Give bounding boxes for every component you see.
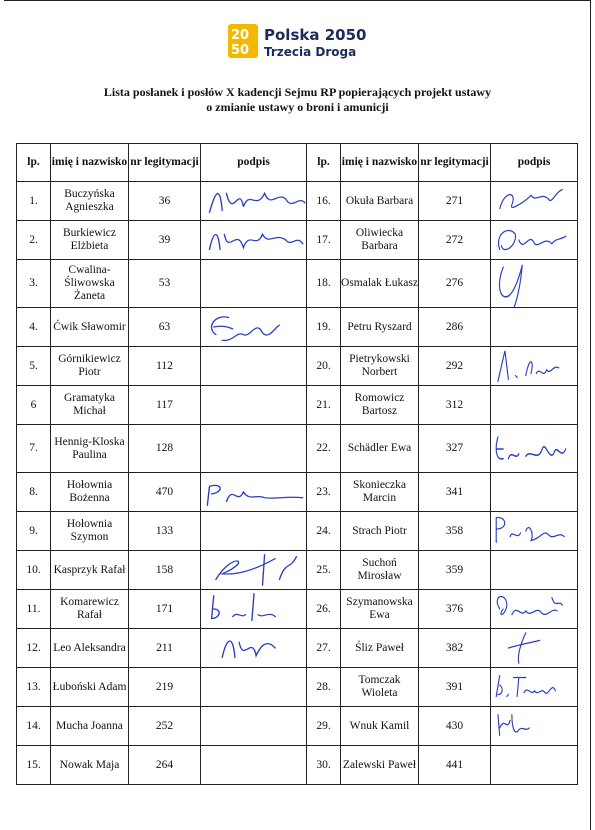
signature-cell: [201, 629, 307, 668]
handwritten-signature: [201, 308, 307, 346]
logo-name: Polska 2050: [264, 26, 367, 44]
id-number: 391: [419, 668, 491, 707]
member-name: Hołownia Bożenna: [51, 473, 129, 512]
signature-cell: [491, 707, 578, 746]
id-number: 63: [129, 308, 201, 347]
table-row: [17, 512, 578, 551]
document-title-line-1: Lista posłanek i posłów X kadencji Sejmu RP popierających projekt ustawy: [103, 85, 492, 99]
page-border-right: [590, 0, 591, 830]
svg-text:20: 20: [231, 28, 250, 43]
page-border-top: [4, 0, 591, 3]
party-logo-icon: [228, 24, 258, 58]
signature-cell: [201, 386, 307, 425]
row-number: 7.: [17, 425, 51, 473]
row-number: 5.: [17, 347, 51, 386]
row-number: 18.: [307, 260, 341, 308]
signature-cell: [491, 425, 578, 473]
handwritten-signature: [491, 221, 578, 259]
id-number: 382: [419, 629, 491, 668]
member-name: Hennig-Kloska Paulina: [51, 425, 129, 473]
row-number: 8.: [17, 473, 51, 512]
id-number: 39: [129, 221, 201, 260]
signature-cell: [491, 473, 578, 512]
table-row: [17, 707, 578, 746]
id-number: 430: [419, 707, 491, 746]
header-lp: lp.: [17, 144, 51, 182]
row-number: 30.: [307, 746, 341, 785]
signature-cell: [201, 473, 307, 512]
signature-cell: [201, 182, 307, 221]
row-number: 29.: [307, 707, 341, 746]
table-row: [17, 308, 578, 347]
row-number: 24.: [307, 512, 341, 551]
member-name: Szymanowska Ewa: [341, 590, 419, 629]
table-row: [17, 425, 578, 473]
row-number: 23.: [307, 473, 341, 512]
member-name: Łuboński Adam: [51, 668, 129, 707]
svg-text:50: 50: [231, 43, 250, 58]
member-name: Zalewski Paweł: [341, 746, 419, 785]
handwritten-signature: [491, 260, 578, 308]
table-row: [17, 473, 578, 512]
header-name: imię i nazwisko: [341, 144, 419, 182]
table-row: [17, 629, 578, 668]
id-number: 158: [129, 551, 201, 590]
party-logo: [228, 24, 378, 64]
handwritten-signature: [491, 347, 578, 385]
document-title: [40, 85, 555, 115]
signature-cell: [201, 590, 307, 629]
member-name: Pietrykowski Norbert: [341, 347, 419, 386]
member-name: Cwalina-Śliwowska Żaneta: [51, 260, 129, 308]
member-name: Skonieczka Marcin: [341, 473, 419, 512]
signature-cell: [201, 668, 307, 707]
id-number: 264: [129, 746, 201, 785]
row-number: 11.: [17, 590, 51, 629]
id-number: 219: [129, 668, 201, 707]
row-number: 12.: [17, 629, 51, 668]
document-title-line-2: o zmianie ustawy o broni i amunicji: [206, 100, 389, 114]
row-number: 19.: [307, 308, 341, 347]
table-row: [17, 386, 578, 425]
handwritten-signature: [491, 707, 578, 745]
signature-cell: [491, 386, 578, 425]
id-number: 272: [419, 221, 491, 260]
member-name: Leo Aleksandra: [51, 629, 129, 668]
id-number: 112: [129, 347, 201, 386]
id-number: 359: [419, 551, 491, 590]
id-number: 133: [129, 512, 201, 551]
table-row: [17, 182, 578, 221]
row-number: 10.: [17, 551, 51, 590]
table-row: [17, 746, 578, 785]
row-number: 3.: [17, 260, 51, 308]
row-number: 21.: [307, 386, 341, 425]
row-number: 9.: [17, 512, 51, 551]
logo-subtitle: Trzecia Droga: [264, 45, 357, 59]
member-name: Oliwiecka Barbara: [341, 221, 419, 260]
member-name: Ćwik Sławomir: [51, 308, 129, 347]
handwritten-signature: [201, 221, 307, 259]
id-number: 441: [419, 746, 491, 785]
row-number: 27.: [307, 629, 341, 668]
id-number: 341: [419, 473, 491, 512]
member-name: Śliz Paweł: [341, 629, 419, 668]
member-name: Nowak Maja: [51, 746, 129, 785]
id-number: 211: [129, 629, 201, 668]
handwritten-signature: [491, 512, 578, 550]
handwritten-signature: [201, 182, 307, 220]
handwritten-signature: [201, 551, 307, 589]
handwritten-signature: [201, 629, 307, 667]
row-number: 13.: [17, 668, 51, 707]
signature-cell: [201, 746, 307, 785]
signature-cell: [491, 746, 578, 785]
header-signature: podpis: [491, 144, 578, 182]
member-name: Górnikiewicz Piotr: [51, 347, 129, 386]
member-name: Kasprzyk Rafał: [51, 551, 129, 590]
row-number: 16.: [307, 182, 341, 221]
id-number: 276: [419, 260, 491, 308]
id-number: 36: [129, 182, 201, 221]
row-number: 17.: [307, 221, 341, 260]
id-number: 358: [419, 512, 491, 551]
id-number: 271: [419, 182, 491, 221]
header-nr: nr legitymacji: [419, 144, 491, 182]
member-name: Burkiewicz Elżbieta: [51, 221, 129, 260]
signature-cell: [491, 512, 578, 551]
table-row: [17, 260, 578, 308]
row-number: 25.: [307, 551, 341, 590]
id-number: 128: [129, 425, 201, 473]
member-name: Romowicz Bartosz: [341, 386, 419, 425]
signature-cell: [491, 347, 578, 386]
handwritten-signature: [491, 590, 578, 628]
signature-cell: [201, 347, 307, 386]
signature-cell: [201, 707, 307, 746]
table-row: [17, 590, 578, 629]
member-name: Komarewicz Rafał: [51, 590, 129, 629]
signature-cell: [201, 260, 307, 308]
signature-cell: [491, 182, 578, 221]
row-number: 2.: [17, 221, 51, 260]
signature-cell: [201, 308, 307, 347]
signature-cell: [491, 260, 578, 308]
member-name: Petru Ryszard: [341, 308, 419, 347]
id-number: 292: [419, 347, 491, 386]
row-number: 20.: [307, 347, 341, 386]
id-number: 376: [419, 590, 491, 629]
signature-cell: [201, 425, 307, 473]
table-row: [17, 668, 578, 707]
signature-cell: [201, 551, 307, 590]
header-signature: podpis: [201, 144, 307, 182]
id-number: 327: [419, 425, 491, 473]
signature-table: [16, 143, 578, 785]
member-name: Wnuk Kamil: [341, 707, 419, 746]
id-number: 312: [419, 386, 491, 425]
member-name: Gramatyka Michał: [51, 386, 129, 425]
id-number: 171: [129, 590, 201, 629]
signature-cell: [491, 629, 578, 668]
signature-cell: [491, 308, 578, 347]
row-number: 28.: [307, 668, 341, 707]
member-name: Schädler Ewa: [341, 425, 419, 473]
id-number: 117: [129, 386, 201, 425]
signature-cell: [201, 221, 307, 260]
table-row: [17, 221, 578, 260]
id-number: 252: [129, 707, 201, 746]
header-nr: nr legitymacji: [129, 144, 201, 182]
table-row: [17, 347, 578, 386]
row-number: 14.: [17, 707, 51, 746]
id-number: 286: [419, 308, 491, 347]
table-row: [17, 551, 578, 590]
handwritten-signature: [491, 668, 578, 706]
row-number: 4.: [17, 308, 51, 347]
member-name: Osmalak Łukasz: [341, 260, 419, 308]
header-name: imię i nazwisko: [51, 144, 129, 182]
signature-cell: [201, 512, 307, 551]
handwritten-signature: [491, 629, 578, 667]
member-name: Tomczak Wioleta: [341, 668, 419, 707]
row-number: 6: [17, 386, 51, 425]
signature-cell: [491, 668, 578, 707]
handwritten-signature: [201, 473, 307, 511]
member-name: Strach Piotr: [341, 512, 419, 551]
row-number: 26.: [307, 590, 341, 629]
table-header-row: [17, 144, 578, 182]
handwritten-signature: [201, 590, 307, 628]
row-number: 22.: [307, 425, 341, 473]
signature-cell: [491, 551, 578, 590]
handwritten-signature: [491, 425, 578, 473]
member-name: Okuła Barbara: [341, 182, 419, 221]
signature-cell: [491, 221, 578, 260]
member-name: Mucha Joanna: [51, 707, 129, 746]
handwritten-signature: [491, 182, 578, 220]
member-name: Hołownia Szymon: [51, 512, 129, 551]
header-lp: lp.: [307, 144, 341, 182]
row-number: 15.: [17, 746, 51, 785]
member-name: Buczyńska Agnieszka: [51, 182, 129, 221]
id-number: 53: [129, 260, 201, 308]
member-name: Suchoń Mirosław: [341, 551, 419, 590]
id-number: 470: [129, 473, 201, 512]
row-number: 1.: [17, 182, 51, 221]
signature-cell: [491, 590, 578, 629]
